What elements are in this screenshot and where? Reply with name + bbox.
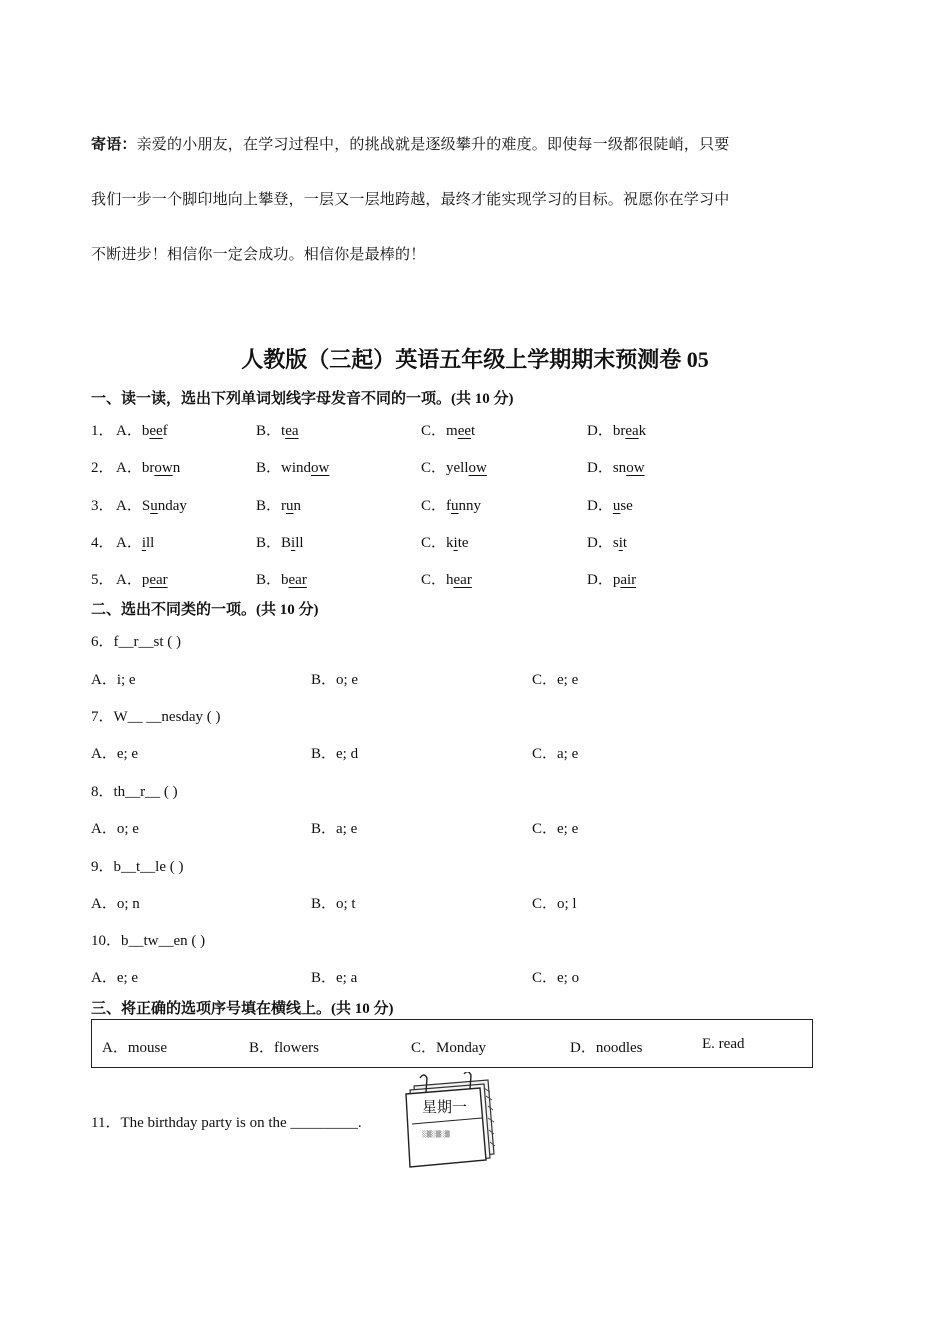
- option-label: B．: [256, 460, 282, 476]
- option: B．e; a: [311, 970, 358, 986]
- option-label: B．: [256, 535, 282, 551]
- option-label: D．: [587, 535, 613, 551]
- word-part: nday: [157, 498, 187, 514]
- option: [421, 456, 487, 477]
- option-label: C．: [421, 572, 447, 588]
- underlined-letters: i: [141, 535, 147, 551]
- option-label: A．: [116, 423, 142, 439]
- option: [587, 419, 646, 440]
- word-part: s: [612, 535, 619, 551]
- underlined-letters: ea: [625, 423, 639, 439]
- word-part: te: [457, 535, 469, 551]
- underlined-letters: i: [618, 535, 623, 551]
- option-label: B．: [256, 572, 282, 588]
- word-part: t: [471, 423, 476, 439]
- question-number: 5．: [91, 572, 114, 588]
- option-label: D．: [587, 498, 613, 514]
- option: [587, 568, 636, 589]
- word-bank-option: A．mouse: [102, 1040, 167, 1056]
- word-bank-box: [91, 1019, 813, 1068]
- word-part: yell: [446, 460, 469, 476]
- word-part: r: [281, 498, 287, 514]
- word-part: br: [612, 423, 626, 439]
- option: [256, 531, 304, 552]
- word-part: wind: [281, 460, 312, 476]
- word-part: p: [141, 572, 150, 588]
- option: [256, 494, 301, 515]
- underlined-letters: ow: [154, 460, 173, 476]
- underlined-letters: i: [291, 535, 296, 551]
- option: C．e; e: [532, 672, 579, 688]
- word-part: B: [281, 535, 292, 551]
- option: B．e; d: [311, 746, 359, 762]
- option-label: A．: [116, 572, 142, 588]
- option-label: C．: [421, 535, 447, 551]
- word-bank-option: B．flowers: [249, 1040, 319, 1056]
- question-number: 2．: [91, 460, 114, 476]
- option-label: D．: [587, 423, 613, 439]
- underlined-letters: air: [620, 572, 637, 588]
- option: [421, 568, 472, 589]
- option: [256, 568, 307, 589]
- message-line-1: 寄语：亲爱的小朋友，在学习过程中，的挑战就是逐级攀升的难度。即使每一级都很陡峭，只要: [91, 137, 730, 153]
- option-label: C．: [421, 498, 447, 514]
- word-part: n: [172, 460, 181, 476]
- underlined-letters: u: [612, 498, 621, 514]
- word-part: ll: [295, 535, 304, 551]
- word-bank-option: C．Monday: [411, 1040, 487, 1056]
- word-part: nny: [458, 498, 482, 514]
- word-part: S: [141, 498, 151, 514]
- calendar-text: 星期一: [422, 1098, 468, 1116]
- underlined-letters: ear: [149, 572, 168, 588]
- option: [587, 456, 645, 477]
- option: A．o; n: [91, 896, 140, 912]
- word-part: sn: [612, 460, 627, 476]
- underlined-letters: ee: [457, 423, 472, 439]
- word-part: se: [620, 498, 633, 514]
- option: [587, 494, 633, 515]
- option: C．o; l: [532, 896, 577, 912]
- option: [116, 494, 187, 515]
- underlined-letters: ear: [288, 572, 307, 588]
- word-part: br: [141, 460, 155, 476]
- question-number: 3．: [91, 498, 114, 514]
- calendar-icon: [400, 1072, 498, 1168]
- word-part: b: [141, 423, 150, 439]
- option: A．o; e: [91, 821, 139, 837]
- question-stem: 8．th__r__ ( ): [91, 784, 178, 800]
- underlined-letters: ow: [626, 460, 645, 476]
- question-11: 11．The birthday party is on the _________.: [91, 1115, 362, 1131]
- question-stem: 10．b__tw__en ( ): [91, 933, 206, 949]
- option-label: B．: [256, 498, 282, 514]
- option: C．e; o: [532, 970, 580, 986]
- message-label: 寄语：: [91, 137, 137, 153]
- option: B．o; t: [311, 896, 356, 912]
- word-part: k: [638, 423, 647, 439]
- question-number: 1．: [91, 423, 114, 439]
- option: [421, 531, 469, 552]
- message-line-3: 不断进步！相信你一定会成功。相信你是最棒的！: [91, 247, 426, 263]
- word-part: m: [446, 423, 458, 439]
- underlined-letters: u: [286, 498, 294, 514]
- word-part: n: [293, 498, 302, 514]
- option-label: A．: [116, 460, 142, 476]
- option-label: A．: [116, 535, 142, 551]
- underlined-letters: ow: [311, 460, 330, 476]
- option: A．i; e: [91, 672, 136, 688]
- option: A．e; e: [91, 970, 139, 986]
- underlined-letters: ee: [149, 423, 163, 439]
- message-line-2: 我们一步一个脚印地向上攀登，一层又一层地跨越，最终才能实现学习的目标。祝愿你在学习中: [91, 192, 730, 208]
- option-label: B．: [256, 423, 282, 439]
- question-stem: 7．W__ __nesday ( ): [91, 709, 221, 725]
- word-part: k: [446, 535, 454, 551]
- svg-text:░▒░▒░▒: ░▒░▒░▒: [422, 1131, 450, 1138]
- option: [421, 419, 475, 440]
- word-part: f: [446, 498, 452, 514]
- option: C．e; e: [532, 821, 579, 837]
- section-1-heading: 一、读一读，选出下列单词划线字母发音不同的一项。(共 10 分): [91, 391, 514, 407]
- question-stem: 6．f__r__st ( ): [91, 634, 181, 650]
- underlined-letters: ea: [285, 423, 299, 439]
- word-bank-option: D．noodles: [570, 1040, 643, 1056]
- option: A．e; e: [91, 746, 139, 762]
- underlined-letters: u: [150, 498, 158, 514]
- question-number: 4．: [91, 535, 114, 551]
- word-part: p: [612, 572, 621, 588]
- option: [421, 494, 481, 515]
- option: B．a; e: [311, 821, 358, 837]
- option: [116, 456, 180, 477]
- word-part: h: [446, 572, 454, 588]
- option-label: D．: [587, 572, 613, 588]
- section-3-heading: 三、将正确的选项序号填在横线上。(共 10 分): [91, 1001, 394, 1017]
- page-title: 人教版（三起）英语五年级上学期期末预测卷 05: [241, 347, 709, 372]
- underlined-letters: ear: [453, 572, 472, 588]
- option: [116, 419, 168, 440]
- underlined-letters: u: [451, 498, 459, 514]
- option: [116, 531, 154, 552]
- option-label: C．: [421, 460, 447, 476]
- word-part: t: [281, 423, 286, 439]
- option: [116, 568, 168, 589]
- word-part: t: [622, 535, 628, 551]
- option-label: C．: [421, 423, 447, 439]
- word-bank-option: E. read: [702, 1036, 745, 1052]
- option-label: A．: [116, 498, 142, 514]
- option: [256, 456, 329, 477]
- underlined-letters: ow: [468, 460, 487, 476]
- word-part: ll: [146, 535, 155, 551]
- option-label: D．: [587, 460, 613, 476]
- option: [256, 419, 299, 440]
- option: C．a; e: [532, 746, 579, 762]
- option: [587, 531, 627, 552]
- question-stem: 9．b__t__le ( ): [91, 859, 184, 875]
- word-part: f: [162, 423, 168, 439]
- word-part: b: [281, 572, 289, 588]
- section-2-heading: 二、选出不同类的一项。(共 10 分): [91, 602, 319, 618]
- underlined-letters: i: [453, 535, 458, 551]
- option: B．o; e: [311, 672, 359, 688]
